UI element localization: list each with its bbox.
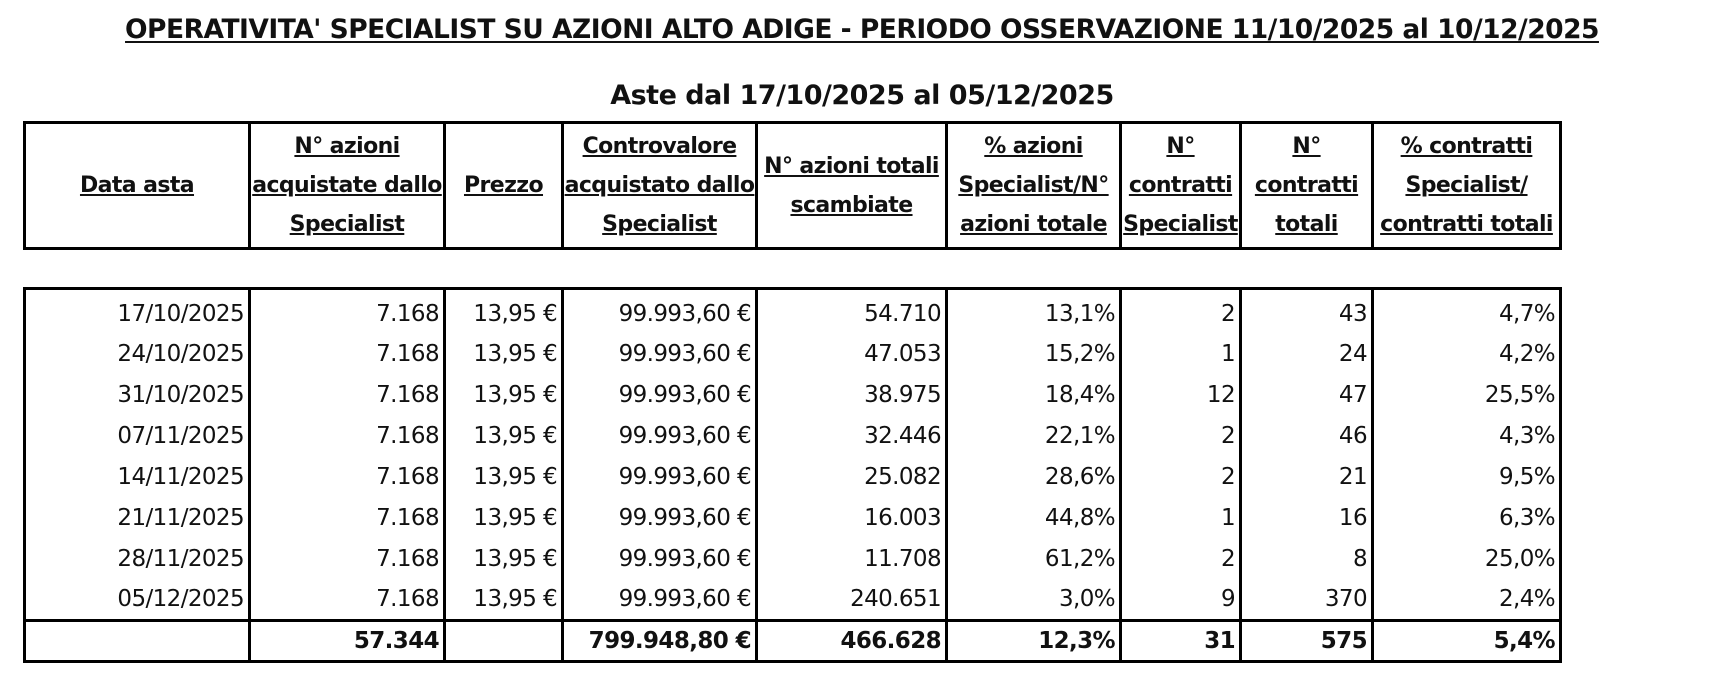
- total-cell: 575: [1241, 621, 1373, 662]
- table-cell: 47: [1241, 375, 1373, 416]
- table-row: [25, 375, 1561, 416]
- total-cell: 57.344: [250, 621, 445, 662]
- table-cell: 7.168: [250, 498, 445, 539]
- total-cell: 12,3%: [947, 621, 1121, 662]
- document-title: OPERATIVITA' SPECIALIST SU AZIONI ALTO ADIGE - PERIODO OSSERVAZIONE 11/10/2025 al 10/12/2025: [125, 14, 1599, 45]
- table-cell: 25,5%: [1373, 375, 1561, 416]
- table-cell: 4,2%: [1373, 334, 1561, 375]
- header-pct-contracts: % contratti Specialist/ contratti totali: [1373, 123, 1561, 249]
- table-cell: 4,3%: [1373, 416, 1561, 457]
- table-cell: 1: [1121, 498, 1241, 539]
- table-row: [25, 334, 1561, 375]
- table-cell: 24: [1241, 334, 1373, 375]
- header-value-bought: Controvalore acquistato dallo Specialist: [563, 123, 757, 249]
- table-cell: 61,2%: [947, 539, 1121, 580]
- header-total-contracts: N° contratti totali: [1241, 123, 1373, 249]
- table-cell: 44,8%: [947, 498, 1121, 539]
- table-row: [25, 498, 1561, 539]
- table-cell: 13,95 €: [445, 375, 563, 416]
- spacer-row: [25, 249, 1561, 289]
- table-cell: 28/11/2025: [25, 539, 250, 580]
- total-cell: 5,4%: [1373, 621, 1561, 662]
- header-date: Data asta: [25, 123, 250, 249]
- table-cell: 7.168: [250, 580, 445, 621]
- table-cell: 99.993,60 €: [563, 539, 757, 580]
- table-cell: 17/10/2025: [25, 289, 250, 334]
- header-row: [25, 123, 1561, 249]
- table-cell: 13,95 €: [445, 457, 563, 498]
- header-specialist-contracts: N° contratti Specialist: [1121, 123, 1241, 249]
- table-cell: 38.975: [757, 375, 947, 416]
- table-cell: 6,3%: [1373, 498, 1561, 539]
- table-cell: 13,95 €: [445, 580, 563, 621]
- table-cell: 7.168: [250, 289, 445, 334]
- table-cell: 99.993,60 €: [563, 457, 757, 498]
- header-price: Prezzo: [445, 123, 563, 249]
- table-cell: 47.053: [757, 334, 947, 375]
- table-cell: 07/11/2025: [25, 416, 250, 457]
- header-shares-bought: N° azioni acquistate dallo Specialist: [250, 123, 445, 249]
- table-cell: 05/12/2025: [25, 580, 250, 621]
- table-row: [25, 539, 1561, 580]
- table-cell: 99.993,60 €: [563, 334, 757, 375]
- table-cell: 54.710: [757, 289, 947, 334]
- table-cell: 7.168: [250, 416, 445, 457]
- table-cell: 21/11/2025: [25, 498, 250, 539]
- table-cell: 7.168: [250, 457, 445, 498]
- total-cell: 31: [1121, 621, 1241, 662]
- table-cell: 32.446: [757, 416, 947, 457]
- table-cell: 31/10/2025: [25, 375, 250, 416]
- table-cell: 16: [1241, 498, 1373, 539]
- table-cell: 15,2%: [947, 334, 1121, 375]
- header-pct-shares: % azioni Specialist/N° azioni totale: [947, 123, 1121, 249]
- table-cell: 28,6%: [947, 457, 1121, 498]
- table-cell: 2,4%: [1373, 580, 1561, 621]
- total-cell: 466.628: [757, 621, 947, 662]
- total-cell: [25, 621, 250, 662]
- table-cell: 24/10/2025: [25, 334, 250, 375]
- table-cell: 3,0%: [947, 580, 1121, 621]
- table-cell: 7.168: [250, 334, 445, 375]
- table-row: [25, 457, 1561, 498]
- table-cell: 13,95 €: [445, 289, 563, 334]
- table-cell: 9: [1121, 580, 1241, 621]
- table-cell: 13,1%: [947, 289, 1121, 334]
- table-cell: 9,5%: [1373, 457, 1561, 498]
- table-cell: 13,95 €: [445, 498, 563, 539]
- table-row: [25, 416, 1561, 457]
- specialist-operations-table: [23, 121, 1562, 663]
- table-cell: 7.168: [250, 539, 445, 580]
- table-cell: 99.993,60 €: [563, 498, 757, 539]
- table-cell: 8: [1241, 539, 1373, 580]
- table-row: [25, 580, 1561, 621]
- table-cell: 12: [1121, 375, 1241, 416]
- table-cell: 14/11/2025: [25, 457, 250, 498]
- total-cell: [445, 621, 563, 662]
- table-cell: 99.993,60 €: [563, 416, 757, 457]
- table-cell: 25,0%: [1373, 539, 1561, 580]
- total-cell: 799.948,80 €: [563, 621, 757, 662]
- table-cell: 99.993,60 €: [563, 580, 757, 621]
- table-cell: 370: [1241, 580, 1373, 621]
- table-row: [25, 289, 1561, 334]
- table-cell: 7.168: [250, 375, 445, 416]
- table-cell: 2: [1121, 457, 1241, 498]
- table-cell: 43: [1241, 289, 1373, 334]
- table-cell: 2: [1121, 289, 1241, 334]
- table-cell: 2: [1121, 539, 1241, 580]
- table-cell: 18,4%: [947, 375, 1121, 416]
- table-cell: 13,95 €: [445, 334, 563, 375]
- table-cell: 25.082: [757, 457, 947, 498]
- table-cell: 13,95 €: [445, 539, 563, 580]
- table-cell: 99.993,60 €: [563, 375, 757, 416]
- table-cell: 11.708: [757, 539, 947, 580]
- document-subtitle: Aste dal 17/10/2025 al 05/12/2025: [610, 80, 1114, 111]
- table-cell: 16.003: [757, 498, 947, 539]
- table-cell: 21: [1241, 457, 1373, 498]
- table-cell: 240.651: [757, 580, 947, 621]
- table-cell: 13,95 €: [445, 416, 563, 457]
- table-cell: 1: [1121, 334, 1241, 375]
- table-cell: 99.993,60 €: [563, 289, 757, 334]
- table-cell: 4,7%: [1373, 289, 1561, 334]
- table-cell: 2: [1121, 416, 1241, 457]
- header-total-shares: N° azioni totali scambiate: [757, 123, 947, 249]
- table-cell: 22,1%: [947, 416, 1121, 457]
- totals-row: [25, 621, 1561, 662]
- table-cell: 46: [1241, 416, 1373, 457]
